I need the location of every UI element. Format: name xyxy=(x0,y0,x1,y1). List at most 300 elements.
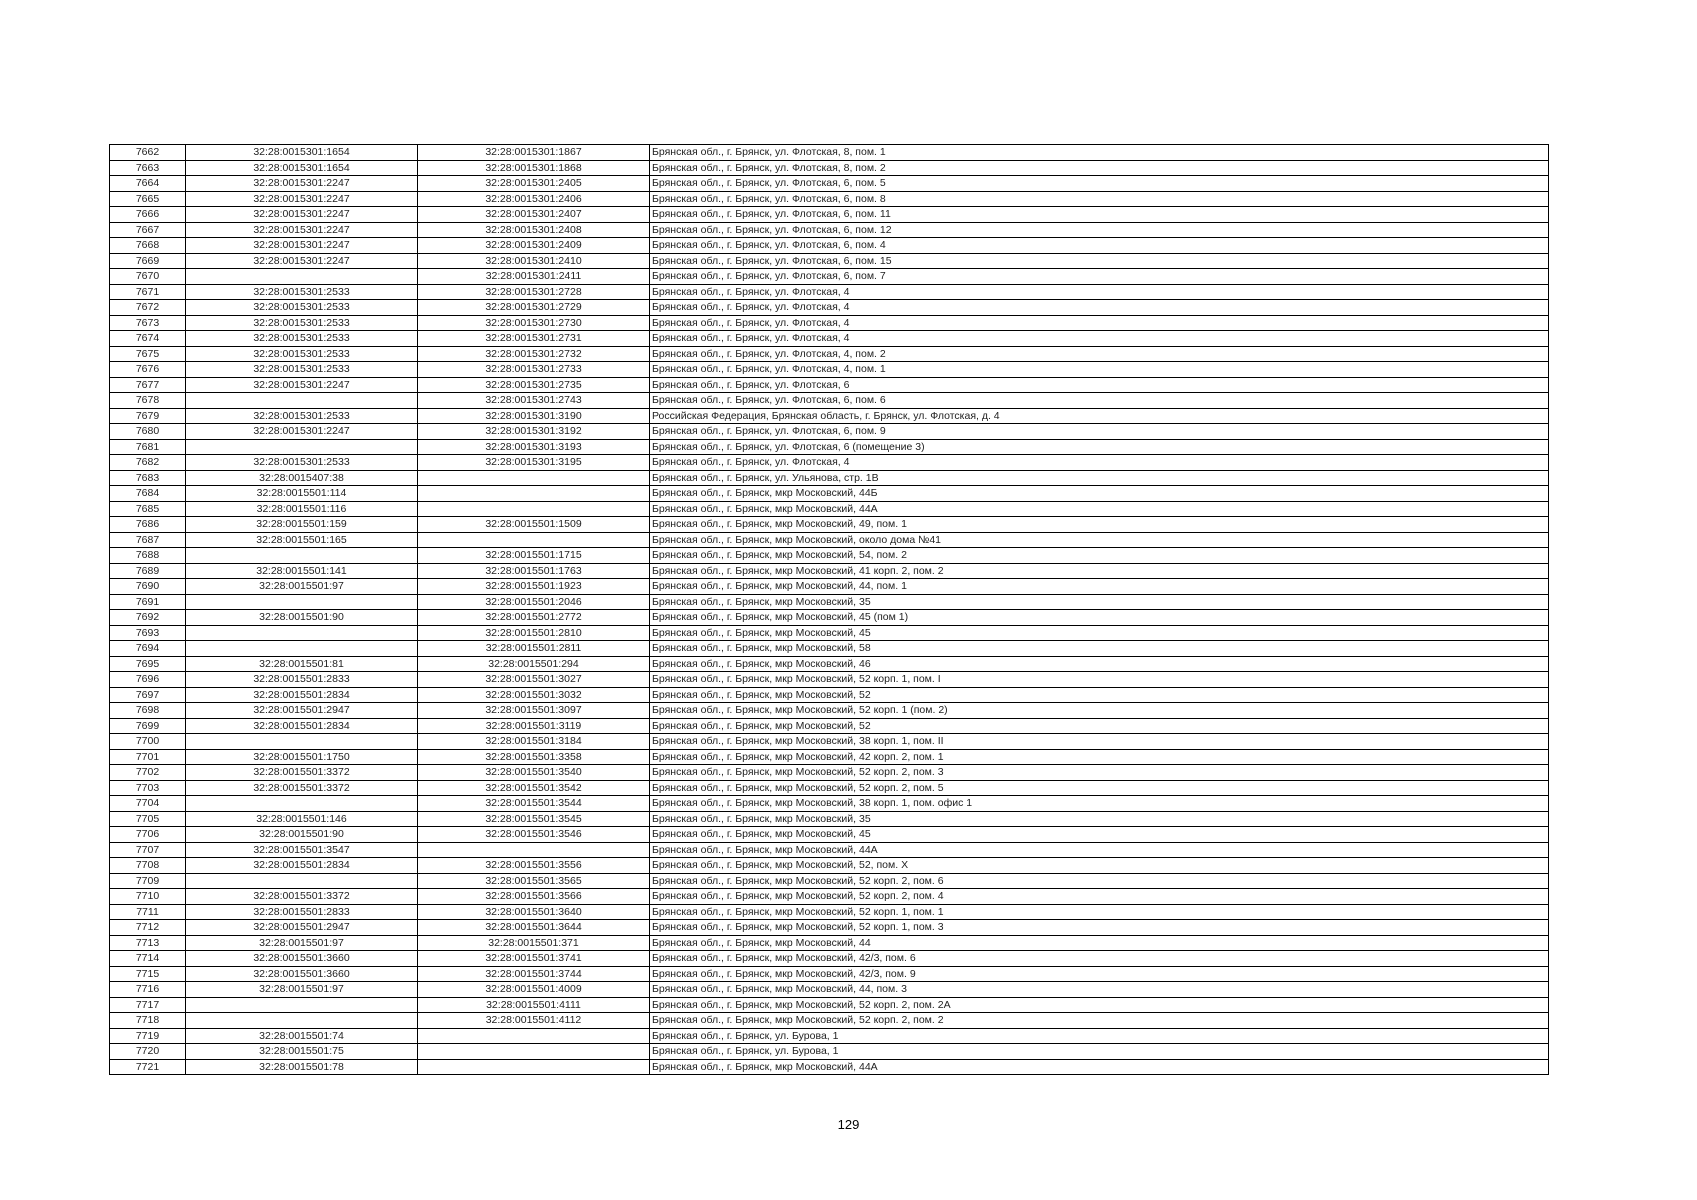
parcel-number-cell: 32:28:0015301:2247 xyxy=(186,238,418,254)
parcel-number-cell: 32:28:0015301:2533 xyxy=(186,362,418,378)
row-number-cell: 7688 xyxy=(110,548,186,564)
parcel-number-cell xyxy=(186,548,418,564)
address-cell: Брянская обл., г. Брянск, ул. Флотская, 8, пом. 2 xyxy=(650,160,1549,176)
parcel-number-cell: 32:28:0015301:2533 xyxy=(186,408,418,424)
parcel-number-cell: 32:28:0015501:2947 xyxy=(186,703,418,719)
parcel-number-cell xyxy=(186,641,418,657)
address-cell: Брянская обл., г. Брянск, ул. Флотская, 6, пом. 7 xyxy=(650,269,1549,285)
table-row xyxy=(110,1059,1549,1075)
object-number-cell: 32:28:0015501:2811 xyxy=(418,641,650,657)
table-row xyxy=(110,145,1549,161)
object-number-cell: 32:28:0015501:3032 xyxy=(418,687,650,703)
row-number-cell: 7705 xyxy=(110,811,186,827)
table-row xyxy=(110,873,1549,889)
row-number-cell: 7700 xyxy=(110,734,186,750)
object-number-cell: 32:28:0015501:3542 xyxy=(418,780,650,796)
parcel-number-cell: 32:28:0015501:97 xyxy=(186,579,418,595)
row-number-cell: 7704 xyxy=(110,796,186,812)
parcel-number-cell xyxy=(186,997,418,1013)
table-row xyxy=(110,315,1549,331)
table-row xyxy=(110,284,1549,300)
address-cell: Брянская обл., г. Брянск, ул. Флотская, 4, пом. 2 xyxy=(650,346,1549,362)
object-number-cell: 32:28:0015501:3545 xyxy=(418,811,650,827)
table-row xyxy=(110,796,1549,812)
object-number-cell xyxy=(418,1059,650,1075)
address-cell: Брянская обл., г. Брянск, мкр Московский, 44 xyxy=(650,935,1549,951)
address-cell: Брянская обл., г. Брянск, ул. Ульянова, стр. 1В xyxy=(650,470,1549,486)
row-number-cell: 7719 xyxy=(110,1028,186,1044)
table-row xyxy=(110,625,1549,641)
row-number-cell: 7717 xyxy=(110,997,186,1013)
parcel-number-cell: 32:28:0015501:78 xyxy=(186,1059,418,1075)
address-cell: Брянская обл., г. Брянск, мкр Московский, 41 корп. 2, пом. 2 xyxy=(650,563,1549,579)
object-number-cell: 32:28:0015501:294 xyxy=(418,656,650,672)
table-row xyxy=(110,827,1549,843)
row-number-cell: 7715 xyxy=(110,966,186,982)
object-number-cell xyxy=(418,486,650,502)
row-number-cell: 7708 xyxy=(110,858,186,874)
object-number-cell: 32:28:0015501:2810 xyxy=(418,625,650,641)
object-number-cell: 32:28:0015301:3193 xyxy=(418,439,650,455)
table-row xyxy=(110,966,1549,982)
object-number-cell: 32:28:0015501:2046 xyxy=(418,594,650,610)
row-number-cell: 7664 xyxy=(110,176,186,192)
address-cell: Брянская обл., г. Брянск, мкр Московский, 52 xyxy=(650,718,1549,734)
address-cell: Брянская обл., г. Брянск, ул. Бурова, 1 xyxy=(650,1044,1549,1060)
row-number-cell: 7689 xyxy=(110,563,186,579)
address-cell: Брянская обл., г. Брянск, мкр Московский, 45 xyxy=(650,625,1549,641)
address-cell: Российская Федерация, Брянская область, г. Брянск, ул. Флотская, д. 4 xyxy=(650,408,1549,424)
address-cell: Брянская обл., г. Брянск, мкр Московский, 49, пом. 1 xyxy=(650,517,1549,533)
row-number-cell: 7687 xyxy=(110,532,186,548)
parcel-number-cell: 32:28:0015501:3660 xyxy=(186,951,418,967)
row-number-cell: 7718 xyxy=(110,1013,186,1029)
object-number-cell: 32:28:0015301:2731 xyxy=(418,331,650,347)
table-row xyxy=(110,1013,1549,1029)
address-cell: Брянская обл., г. Брянск, ул. Флотская, 4 xyxy=(650,284,1549,300)
row-number-cell: 7680 xyxy=(110,424,186,440)
table-row xyxy=(110,331,1549,347)
table-row xyxy=(110,842,1549,858)
address-cell: Брянская обл., г. Брянск, мкр Московский, 44, пом. 1 xyxy=(650,579,1549,595)
address-cell: Брянская обл., г. Брянск, мкр Московский, 42/3, пом. 9 xyxy=(650,966,1549,982)
address-cell: Брянская обл., г. Брянск, ул. Флотская, 4, пом. 1 xyxy=(650,362,1549,378)
object-number-cell: 32:28:0015301:2733 xyxy=(418,362,650,378)
object-number-cell: 32:28:0015301:2735 xyxy=(418,377,650,393)
address-cell: Брянская обл., г. Брянск, ул. Флотская, 8, пом. 1 xyxy=(650,145,1549,161)
table-row xyxy=(110,935,1549,951)
address-cell: Брянская обл., г. Брянск, ул. Флотская, 6, пом. 6 xyxy=(650,393,1549,409)
table-row xyxy=(110,1028,1549,1044)
address-cell: Брянская обл., г. Брянск, ул. Флотская, 4 xyxy=(650,315,1549,331)
address-cell: Брянская обл., г. Брянск, мкр Московский, 52 корп. 1, пом. 3 xyxy=(650,920,1549,936)
row-number-cell: 7720 xyxy=(110,1044,186,1060)
table-row xyxy=(110,579,1549,595)
row-number-cell: 7712 xyxy=(110,920,186,936)
object-number-cell: 32:28:0015301:2730 xyxy=(418,315,650,331)
parcel-number-cell: 32:28:0015501:2834 xyxy=(186,858,418,874)
parcel-number-cell: 32:28:0015301:2533 xyxy=(186,331,418,347)
row-number-cell: 7679 xyxy=(110,408,186,424)
parcel-number-cell xyxy=(186,625,418,641)
table-row xyxy=(110,501,1549,517)
address-cell: Брянская обл., г. Брянск, мкр Московский, 42/3, пом. 6 xyxy=(650,951,1549,967)
address-cell: Брянская обл., г. Брянск, мкр Московский, 45 (пом 1) xyxy=(650,610,1549,626)
table-row xyxy=(110,734,1549,750)
table-row xyxy=(110,997,1549,1013)
address-cell: Брянская обл., г. Брянск, мкр Московский, 44А xyxy=(650,842,1549,858)
parcel-number-cell: 32:28:0015501:90 xyxy=(186,610,418,626)
row-number-cell: 7663 xyxy=(110,160,186,176)
object-number-cell: 32:28:0015501:3184 xyxy=(418,734,650,750)
object-number-cell: 32:28:0015301:2729 xyxy=(418,300,650,316)
row-number-cell: 7698 xyxy=(110,703,186,719)
address-cell: Брянская обл., г. Брянск, мкр Московский, 44, пом. 3 xyxy=(650,982,1549,998)
table-row xyxy=(110,594,1549,610)
address-cell: Брянская обл., г. Брянск, ул. Флотская, 6, пом. 8 xyxy=(650,191,1549,207)
parcel-number-cell: 32:28:0015301:2533 xyxy=(186,300,418,316)
table-row xyxy=(110,238,1549,254)
row-number-cell: 7701 xyxy=(110,749,186,765)
table-row xyxy=(110,424,1549,440)
row-number-cell: 7662 xyxy=(110,145,186,161)
row-number-cell: 7690 xyxy=(110,579,186,595)
page-number: 129 xyxy=(837,1117,860,1132)
address-cell: Брянская обл., г. Брянск, мкр Московский, 54, пом. 2 xyxy=(650,548,1549,564)
parcel-number-cell: 32:28:0015301:2247 xyxy=(186,176,418,192)
table-row xyxy=(110,517,1549,533)
parcel-number-cell: 32:28:0015501:2947 xyxy=(186,920,418,936)
object-number-cell: 32:28:0015501:3744 xyxy=(418,966,650,982)
parcel-number-cell: 32:28:0015501:2834 xyxy=(186,718,418,734)
parcel-number-cell xyxy=(186,594,418,610)
address-cell: Брянская обл., г. Брянск, ул. Флотская, 4 xyxy=(650,455,1549,471)
address-cell: Брянская обл., г. Брянск, мкр Московский, 44А xyxy=(650,501,1549,517)
table-row xyxy=(110,269,1549,285)
row-number-cell: 7675 xyxy=(110,346,186,362)
row-number-cell: 7671 xyxy=(110,284,186,300)
object-number-cell: 32:28:0015501:3644 xyxy=(418,920,650,936)
object-number-cell: 32:28:0015501:3546 xyxy=(418,827,650,843)
row-number-cell: 7697 xyxy=(110,687,186,703)
parcel-number-cell xyxy=(186,734,418,750)
address-cell: Брянская обл., г. Брянск, мкр Московский, 52 корп. 1 (пом. 2) xyxy=(650,703,1549,719)
table-row xyxy=(110,672,1549,688)
object-number-cell: 32:28:0015501:3540 xyxy=(418,765,650,781)
address-cell: Брянская обл., г. Брянск, мкр Московский, 52 корп. 2, пом. 2 xyxy=(650,1013,1549,1029)
table-row xyxy=(110,393,1549,409)
parcel-number-cell: 32:28:0015501:2833 xyxy=(186,672,418,688)
table-row xyxy=(110,253,1549,269)
parcel-number-cell: 32:28:0015407:38 xyxy=(186,470,418,486)
object-number-cell: 32:28:0015301:2411 xyxy=(418,269,650,285)
parcel-number-cell xyxy=(186,439,418,455)
row-number-cell: 7670 xyxy=(110,269,186,285)
object-number-cell: 32:28:0015501:3741 xyxy=(418,951,650,967)
object-number-cell: 32:28:0015301:3190 xyxy=(418,408,650,424)
row-number-cell: 7683 xyxy=(110,470,186,486)
parcel-number-cell: 32:28:0015501:97 xyxy=(186,935,418,951)
object-number-cell: 32:28:0015501:3119 xyxy=(418,718,650,734)
address-cell: Брянская обл., г. Брянск, мкр Московский, около дома №41 xyxy=(650,532,1549,548)
address-cell: Брянская обл., г. Брянск, мкр Московский, 44А xyxy=(650,1059,1549,1075)
row-number-cell: 7702 xyxy=(110,765,186,781)
object-number-cell: 32:28:0015501:1923 xyxy=(418,579,650,595)
table-row xyxy=(110,346,1549,362)
object-number-cell xyxy=(418,470,650,486)
address-cell: Брянская обл., г. Брянск, ул. Флотская, 4 xyxy=(650,331,1549,347)
object-number-cell: 32:28:0015301:2406 xyxy=(418,191,650,207)
row-number-cell: 7691 xyxy=(110,594,186,610)
object-number-cell: 32:28:0015501:3565 xyxy=(418,873,650,889)
object-number-cell: 32:28:0015501:3640 xyxy=(418,904,650,920)
row-number-cell: 7668 xyxy=(110,238,186,254)
address-cell: Брянская обл., г. Брянск, мкр Московский, 52 корп. 1, пом. 1 xyxy=(650,904,1549,920)
table-row xyxy=(110,858,1549,874)
table-row xyxy=(110,377,1549,393)
row-number-cell: 7667 xyxy=(110,222,186,238)
parcel-number-cell: 32:28:0015501:3547 xyxy=(186,842,418,858)
parcel-number-cell: 32:28:0015301:2533 xyxy=(186,346,418,362)
object-number-cell: 32:28:0015501:3556 xyxy=(418,858,650,874)
table-row xyxy=(110,207,1549,223)
row-number-cell: 7666 xyxy=(110,207,186,223)
table-row xyxy=(110,408,1549,424)
parcel-number-cell: 32:28:0015301:2247 xyxy=(186,377,418,393)
row-number-cell: 7721 xyxy=(110,1059,186,1075)
address-cell: Брянская обл., г. Брянск, ул. Флотская, 4 xyxy=(650,300,1549,316)
table-row xyxy=(110,222,1549,238)
object-number-cell: 32:28:0015301:2743 xyxy=(418,393,650,409)
row-number-cell: 7669 xyxy=(110,253,186,269)
row-number-cell: 7710 xyxy=(110,889,186,905)
object-number-cell: 32:28:0015301:2405 xyxy=(418,176,650,192)
row-number-cell: 7694 xyxy=(110,641,186,657)
address-cell: Брянская обл., г. Брянск, мкр Московский, 45 xyxy=(650,827,1549,843)
table-row xyxy=(110,920,1549,936)
address-cell: Брянская обл., г. Брянск, мкр Московский, 52 корп. 1, пом. I xyxy=(650,672,1549,688)
address-cell: Брянская обл., г. Брянск, мкр Московский, 52 корп. 2, пом. 4 xyxy=(650,889,1549,905)
row-number-cell: 7685 xyxy=(110,501,186,517)
address-cell: Брянская обл., г. Брянск, мкр Московский, 52 корп. 2, пом. 6 xyxy=(650,873,1549,889)
address-cell: Брянская обл., г. Брянск, ул. Флотская, 6, пом. 12 xyxy=(650,222,1549,238)
table-row xyxy=(110,191,1549,207)
row-number-cell: 7711 xyxy=(110,904,186,920)
row-number-cell: 7681 xyxy=(110,439,186,455)
object-number-cell xyxy=(418,1044,650,1060)
parcel-number-cell: 32:28:0015501:1750 xyxy=(186,749,418,765)
table-row xyxy=(110,300,1549,316)
address-cell: Брянская обл., г. Брянск, мкр Московский, 44Б xyxy=(650,486,1549,502)
table-row xyxy=(110,548,1549,564)
address-cell: Брянская обл., г. Брянск, мкр Московский, 35 xyxy=(650,811,1549,827)
parcel-number-cell: 32:28:0015501:90 xyxy=(186,827,418,843)
parcel-number-cell xyxy=(186,796,418,812)
table-row xyxy=(110,765,1549,781)
object-number-cell: 32:28:0015301:2408 xyxy=(418,222,650,238)
parcel-number-cell: 32:28:0015501:3372 xyxy=(186,780,418,796)
table-row xyxy=(110,470,1549,486)
address-cell: Брянская обл., г. Брянск, ул. Флотская, 6, пом. 11 xyxy=(650,207,1549,223)
row-number-cell: 7716 xyxy=(110,982,186,998)
table-row xyxy=(110,749,1549,765)
object-number-cell: 32:28:0015301:3192 xyxy=(418,424,650,440)
object-number-cell: 32:28:0015501:3358 xyxy=(418,749,650,765)
object-number-cell: 32:28:0015301:1868 xyxy=(418,160,650,176)
table-row xyxy=(110,532,1549,548)
table-row xyxy=(110,982,1549,998)
address-cell: Брянская обл., г. Брянск, ул. Флотская, 6, пом. 15 xyxy=(650,253,1549,269)
object-number-cell: 32:28:0015501:1509 xyxy=(418,517,650,533)
address-cell: Брянская обл., г. Брянск, мкр Московский, 52 корп. 2, пом. 3 xyxy=(650,765,1549,781)
object-number-cell: 32:28:0015501:3027 xyxy=(418,672,650,688)
row-number-cell: 7686 xyxy=(110,517,186,533)
object-number-cell: 32:28:0015501:1715 xyxy=(418,548,650,564)
parcel-number-cell: 32:28:0015301:2247 xyxy=(186,424,418,440)
object-number-cell: 32:28:0015501:4112 xyxy=(418,1013,650,1029)
object-number-cell: 32:28:0015501:3097 xyxy=(418,703,650,719)
parcel-number-cell: 32:28:0015301:2533 xyxy=(186,315,418,331)
row-number-cell: 7672 xyxy=(110,300,186,316)
object-number-cell: 32:28:0015501:371 xyxy=(418,935,650,951)
row-number-cell: 7677 xyxy=(110,377,186,393)
address-cell: Брянская обл., г. Брянск, мкр Московский, 52, пом. X xyxy=(650,858,1549,874)
address-cell: Брянская обл., г. Брянск, ул. Бурова, 1 xyxy=(650,1028,1549,1044)
address-cell: Брянская обл., г. Брянск, ул. Флотская, 6 xyxy=(650,377,1549,393)
address-cell: Брянская обл., г. Брянск, мкр Московский, 52 xyxy=(650,687,1549,703)
address-cell: Брянская обл., г. Брянск, мкр Московский, 58 xyxy=(650,641,1549,657)
address-cell: Брянская обл., г. Брянск, ул. Флотская, 6, пом. 4 xyxy=(650,238,1549,254)
address-cell: Брянская обл., г. Брянск, ул. Флотская, 6, пом. 5 xyxy=(650,176,1549,192)
parcel-number-cell: 32:28:0015501:75 xyxy=(186,1044,418,1060)
address-cell: Брянская обл., г. Брянск, мкр Московский, 46 xyxy=(650,656,1549,672)
table-row xyxy=(110,904,1549,920)
object-number-cell: 32:28:0015501:3544 xyxy=(418,796,650,812)
parcel-number-cell: 32:28:0015301:2247 xyxy=(186,207,418,223)
address-cell: Брянская обл., г. Брянск, мкр Московский, 38 корп. 1, пом. офис 1 xyxy=(650,796,1549,812)
parcel-number-cell: 32:28:0015301:2533 xyxy=(186,455,418,471)
row-number-cell: 7713 xyxy=(110,935,186,951)
row-number-cell: 7692 xyxy=(110,610,186,626)
table-row xyxy=(110,951,1549,967)
row-number-cell: 7709 xyxy=(110,873,186,889)
parcel-number-cell: 32:28:0015501:3660 xyxy=(186,966,418,982)
parcel-number-cell: 32:28:0015501:74 xyxy=(186,1028,418,1044)
object-number-cell: 32:28:0015501:4009 xyxy=(418,982,650,998)
parcel-number-cell: 32:28:0015301:1654 xyxy=(186,145,418,161)
parcel-number-cell: 32:28:0015301:1654 xyxy=(186,160,418,176)
table-row xyxy=(110,160,1549,176)
row-number-cell: 7676 xyxy=(110,362,186,378)
table-row xyxy=(110,889,1549,905)
parcel-number-cell: 32:28:0015501:165 xyxy=(186,532,418,548)
row-number-cell: 7707 xyxy=(110,842,186,858)
object-number-cell: 32:28:0015301:1867 xyxy=(418,145,650,161)
object-number-cell: 32:28:0015301:2732 xyxy=(418,346,650,362)
parcel-number-cell: 32:28:0015501:141 xyxy=(186,563,418,579)
registry-table-body xyxy=(110,145,1549,1075)
row-number-cell: 7674 xyxy=(110,331,186,347)
parcel-number-cell: 32:28:0015301:2247 xyxy=(186,222,418,238)
address-cell: Брянская обл., г. Брянск, мкр Московский, 38 корп. 1, пом. II xyxy=(650,734,1549,750)
parcel-number-cell: 32:28:0015301:2247 xyxy=(186,253,418,269)
address-cell: Брянская обл., г. Брянск, мкр Московский, 35 xyxy=(650,594,1549,610)
address-cell: Брянская обл., г. Брянск, мкр Московский, 52 корп. 2, пом. 2А xyxy=(650,997,1549,1013)
row-number-cell: 7684 xyxy=(110,486,186,502)
table-row xyxy=(110,703,1549,719)
parcel-number-cell: 32:28:0015301:2533 xyxy=(186,284,418,300)
table-row xyxy=(110,780,1549,796)
parcel-number-cell xyxy=(186,269,418,285)
registry-table xyxy=(109,144,1549,1075)
object-number-cell: 32:28:0015301:3195 xyxy=(418,455,650,471)
row-number-cell: 7665 xyxy=(110,191,186,207)
row-number-cell: 7678 xyxy=(110,393,186,409)
object-number-cell xyxy=(418,842,650,858)
table-row xyxy=(110,176,1549,192)
address-cell: Брянская обл., г. Брянск, ул. Флотская, 6, пом. 9 xyxy=(650,424,1549,440)
row-number-cell: 7696 xyxy=(110,672,186,688)
object-number-cell: 32:28:0015501:1763 xyxy=(418,563,650,579)
object-number-cell xyxy=(418,532,650,548)
parcel-number-cell: 32:28:0015501:2834 xyxy=(186,687,418,703)
parcel-number-cell: 32:28:0015501:3372 xyxy=(186,889,418,905)
row-number-cell: 7714 xyxy=(110,951,186,967)
row-number-cell: 7682 xyxy=(110,455,186,471)
table-row xyxy=(110,610,1549,626)
address-cell: Брянская обл., г. Брянск, ул. Флотская, 6 (помещение 3) xyxy=(650,439,1549,455)
table-row xyxy=(110,811,1549,827)
table-row xyxy=(110,718,1549,734)
address-cell: Брянская обл., г. Брянск, мкр Московский, 42 корп. 2, пом. 1 xyxy=(650,749,1549,765)
table-row xyxy=(110,362,1549,378)
parcel-number-cell: 32:28:0015301:2247 xyxy=(186,191,418,207)
object-number-cell: 32:28:0015301:2407 xyxy=(418,207,650,223)
table-row xyxy=(110,687,1549,703)
parcel-number-cell xyxy=(186,873,418,889)
table-row xyxy=(110,656,1549,672)
parcel-number-cell: 32:28:0015501:2833 xyxy=(186,904,418,920)
object-number-cell: 32:28:0015301:2409 xyxy=(418,238,650,254)
table-row xyxy=(110,455,1549,471)
object-number-cell: 32:28:0015501:2772 xyxy=(418,610,650,626)
address-cell: Брянская обл., г. Брянск, мкр Московский, 52 корп. 2, пом. 5 xyxy=(650,780,1549,796)
object-number-cell: 32:28:0015501:4111 xyxy=(418,997,650,1013)
table-row xyxy=(110,439,1549,455)
object-number-cell: 32:28:0015301:2410 xyxy=(418,253,650,269)
row-number-cell: 7695 xyxy=(110,656,186,672)
row-number-cell: 7693 xyxy=(110,625,186,641)
row-number-cell: 7673 xyxy=(110,315,186,331)
parcel-number-cell: 32:28:0015501:97 xyxy=(186,982,418,998)
parcel-number-cell xyxy=(186,1013,418,1029)
object-number-cell xyxy=(418,501,650,517)
object-number-cell: 32:28:0015501:3566 xyxy=(418,889,650,905)
parcel-number-cell: 32:28:0015501:116 xyxy=(186,501,418,517)
row-number-cell: 7703 xyxy=(110,780,186,796)
row-number-cell: 7706 xyxy=(110,827,186,843)
table-row xyxy=(110,1044,1549,1060)
parcel-number-cell: 32:28:0015501:114 xyxy=(186,486,418,502)
table-row xyxy=(110,641,1549,657)
parcel-number-cell: 32:28:0015501:81 xyxy=(186,656,418,672)
object-number-cell xyxy=(418,1028,650,1044)
parcel-number-cell: 32:28:0015501:159 xyxy=(186,517,418,533)
parcel-number-cell: 32:28:0015501:3372 xyxy=(186,765,418,781)
table-row xyxy=(110,486,1549,502)
parcel-number-cell: 32:28:0015501:146 xyxy=(186,811,418,827)
row-number-cell: 7699 xyxy=(110,718,186,734)
